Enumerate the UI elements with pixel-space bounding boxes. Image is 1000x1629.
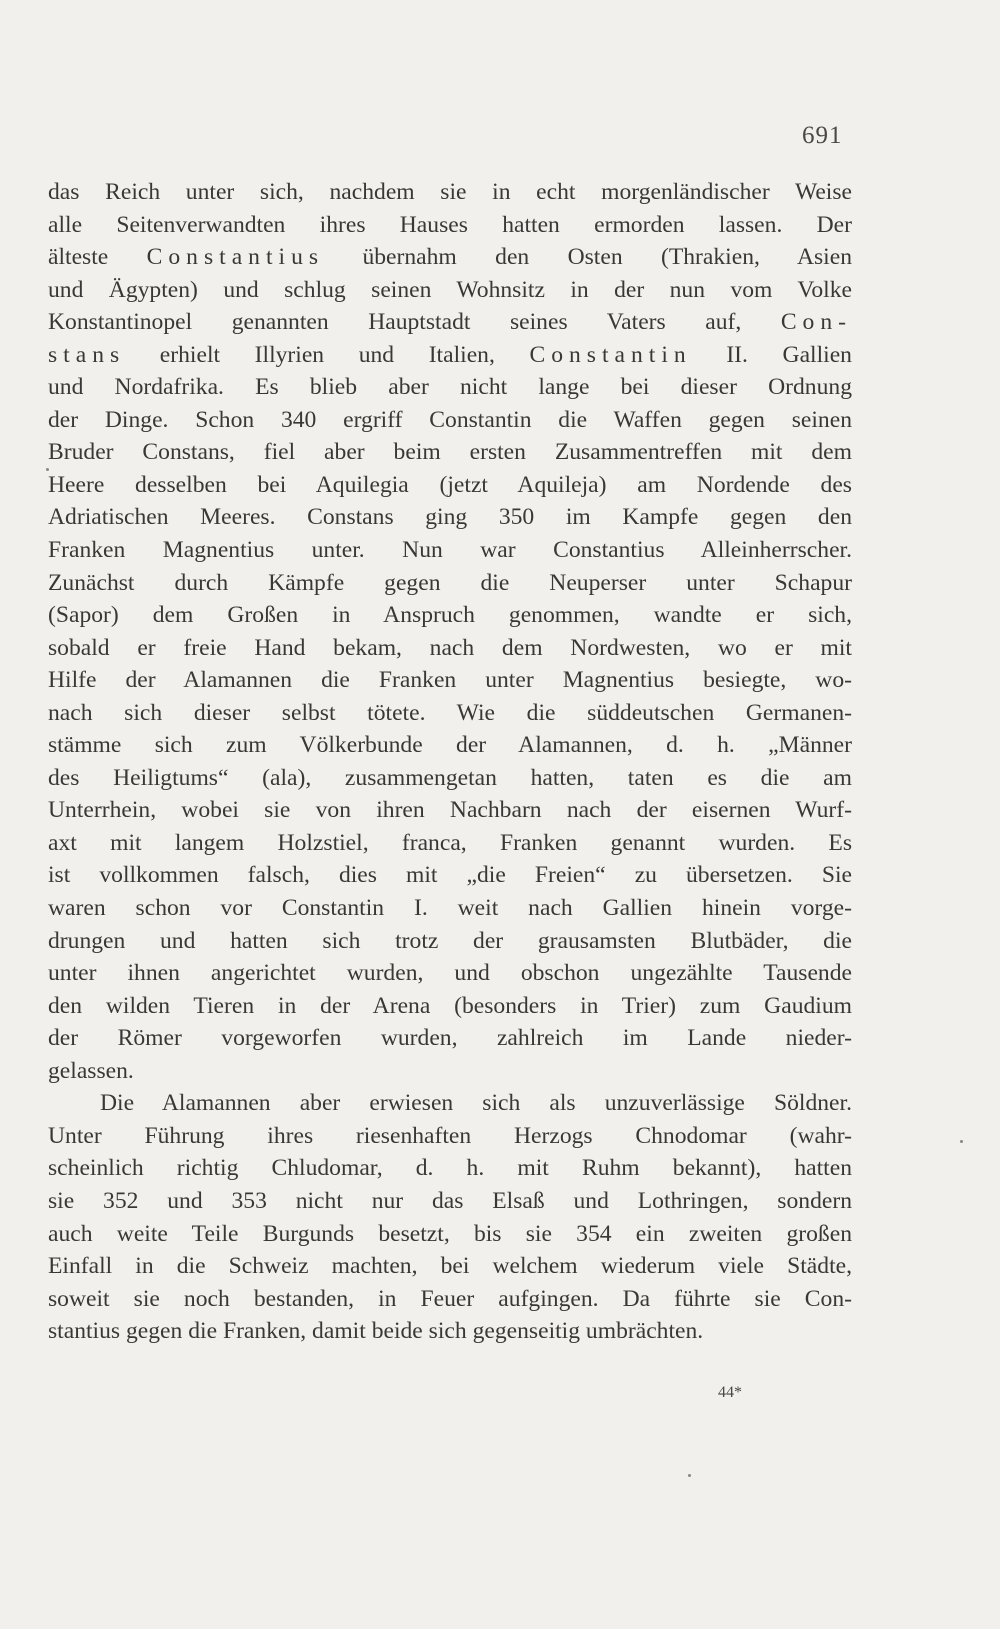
text-run: sie 352 und 353 nicht nur das Elsaß und Lothringen, sondern (48, 1187, 852, 1214)
text-run: waren schon vor Constantin I. weit nach Gallien hinein vorge- (48, 895, 852, 922)
text-line (48, 469, 852, 502)
spaced-name: Con- (780, 309, 852, 336)
text-line (48, 925, 852, 958)
text-line (48, 729, 852, 762)
text-run: II. Gallien (691, 341, 852, 368)
text-run: ist vollkommen falsch, dies mit „die Freien“ zu übersetzen. Sie (48, 862, 852, 889)
text-run: Adriatischen Meeres. Constans ging 350 im Kampfe gegen den (48, 504, 852, 531)
text-run: nach sich dieser selbst tötete. Wie die süddeutschen Germanen- (48, 699, 852, 726)
text-run: der Dinge. Schon 340 ergriff Constantin die Waffen gegen seinen (48, 406, 852, 433)
text-run: soweit sie noch bestanden, in Feuer aufgingen. Da führte sie Con- (48, 1285, 852, 1312)
text-line (48, 274, 852, 307)
text-line (48, 1120, 852, 1153)
text-line (48, 990, 852, 1023)
text-run: älteste (48, 244, 147, 271)
text-line (48, 827, 852, 860)
text-run: des Heiligtums“ (ala), zusammengetan hatten, taten es die am (48, 764, 852, 791)
text-line (48, 1283, 852, 1316)
paper-speck (960, 1140, 963, 1143)
text-line (48, 664, 852, 697)
text-line (48, 1055, 852, 1088)
text-line (48, 632, 852, 665)
text-run: auch weite Teile Burgunds besetzt, bis sie 354 ein zweiten großen (48, 1220, 852, 1247)
text-run: übernahm den Osten (Thrakien, Asien (324, 244, 852, 271)
text-line (48, 794, 852, 827)
text-run: drungen und hatten sich trotz der grausamsten Blutbäder, die (48, 927, 852, 954)
text-run: Hilfe der Alamannen die Franken unter Magnentius besiegte, wo- (48, 667, 852, 694)
text-run: den wilden Tieren in der Arena (besonders in Trier) zum Gaudium (48, 992, 852, 1019)
text-run: Bruder Constans, fiel aber beim ersten Zusammentreffen mit dem (48, 439, 852, 466)
text-line (48, 1250, 852, 1283)
paper-speck (46, 468, 49, 471)
text-line (48, 1315, 852, 1348)
text-line (48, 599, 852, 632)
text-line (48, 436, 852, 469)
text-run: stantius gegen die Franken, damit beide sich gegenseitig umbrächten. (48, 1318, 704, 1345)
text-line (48, 892, 852, 925)
text-run: Zunächst durch Kämpfe gegen die Neuperser unter Schapur (48, 569, 852, 596)
page-number: 691 (802, 122, 843, 149)
text-run: Unter Führung ihres riesenhaften Herzogs Chnodomar (wahr- (48, 1122, 852, 1149)
text-run: und Nordafrika. Es blieb aber nicht lange bei dieser Ordnung (48, 374, 852, 401)
text-line (48, 957, 852, 990)
text-line (48, 762, 852, 795)
text-run: alle Seitenverwandten ihres Hauses hatten ermorden lassen. Der (48, 211, 852, 238)
text-run: und Ägypten) und schlug seinen Wohnsitz in der nun vom Volke (48, 276, 852, 303)
text-line (48, 1185, 852, 1218)
spaced-name: stans (48, 341, 126, 368)
text-run: der Römer vorgeworfen wurden, zahlreich im Lande nieder- (48, 1025, 852, 1052)
printer-signature: 44* (718, 1384, 742, 1401)
text-line (48, 534, 852, 567)
text-run: stämme sich zum Völkerbunde der Alamannen, d. h. „Männer (48, 732, 852, 759)
text-run: gelassen. (48, 1057, 134, 1084)
text-line (48, 1087, 852, 1120)
text-run: unter ihnen angerichtet wurden, und obschon ungezählte Tausende (48, 960, 852, 987)
text-line (48, 501, 852, 534)
text-run: Unterrhein, wobei sie von ihren Nachbarn nach der eisernen Wurf- (48, 797, 852, 824)
spaced-name: Constantius (146, 244, 325, 271)
text-line (48, 241, 852, 274)
text-line (48, 1022, 852, 1055)
paper-speck (688, 1474, 691, 1477)
text-line (48, 339, 852, 372)
text-run: erhielt Illyrien und Italien, (125, 341, 530, 368)
text-line (48, 404, 852, 437)
text-line (48, 1152, 852, 1185)
text-run: Heere desselben bei Aquilegia (jetzt Aquileja) am Nordende des (48, 471, 852, 498)
text-line (48, 1218, 852, 1251)
text-run: axt mit langem Holzstiel, franca, Franken genannt wurden. Es (48, 829, 852, 856)
text-run: das Reich unter sich, nachdem sie in echt morgenländischer Weise (48, 179, 852, 205)
text-run: Einfall in die Schweiz machten, bei welchem wiederum viele Städte, (48, 1253, 852, 1280)
body-text (48, 176, 852, 1348)
text-line (48, 176, 852, 209)
text-run: Die Alamannen aber erwiesen sich als unzuverlässige Söldner. (100, 1090, 852, 1117)
text-line (48, 567, 852, 600)
text-run: scheinlich richtig Chludomar, d. h. mit Ruhm bekannt), hatten (48, 1155, 852, 1182)
text-line (48, 209, 852, 242)
text-run: sobald er freie Hand bekam, nach dem Nordwesten, wo er mit (48, 634, 852, 661)
text-run: Franken Magnentius unter. Nun war Constantius Alleinherrscher. (48, 537, 852, 564)
text-line (48, 306, 852, 339)
text-run: Konstantinopel genannten Hauptstadt seines Vaters auf, (48, 309, 781, 336)
spaced-name: Constantin (529, 341, 692, 368)
text-run: (Sapor) dem Großen in Anspruch genommen, wandte er sich, (48, 602, 852, 629)
text-line (48, 371, 852, 404)
text-line (48, 859, 852, 892)
text-line (48, 697, 852, 730)
